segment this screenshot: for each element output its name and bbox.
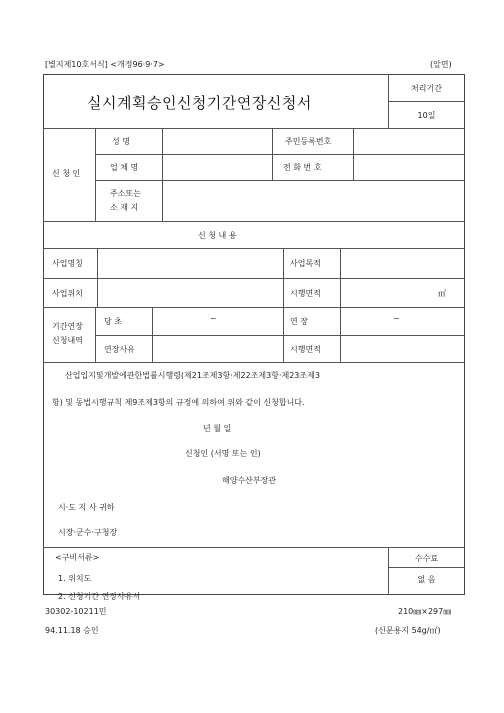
processing-period-value: 10일: [417, 111, 436, 120]
divider: [388, 567, 465, 568]
business-purpose-label: 사업목적: [290, 259, 321, 268]
authority-name: 해양수산부장관: [222, 476, 277, 485]
paper-type: (신문용지 54g/㎡): [375, 626, 441, 635]
applicant-section-label: 신 청 인: [52, 169, 81, 178]
paper-size: 210㎜×297㎜: [398, 607, 452, 616]
business-name-field[interactable]: [98, 249, 282, 277]
extension-label-line1: 기간연장: [52, 322, 83, 331]
page-side-label: (앞면): [430, 60, 452, 69]
extension-area-field[interactable]: [341, 336, 464, 361]
statement-line1: 산업입지및개발에관한법률시행령(제21조제3항·제22조제3항·제23조제3: [65, 371, 320, 380]
business-location-field[interactable]: [98, 279, 282, 306]
divider: [95, 128, 96, 221]
phone-label: 전 화 번 호: [283, 163, 322, 172]
form-reference: [별지제10호서식] <개정96·9·7>: [45, 60, 165, 69]
name-field[interactable]: [163, 129, 271, 153]
address-label-line2: 소 재 지: [110, 203, 139, 212]
extension-period-value[interactable]: ~: [393, 314, 400, 323]
registration-number-label: 주민등록번호: [285, 137, 332, 146]
documents-header: <구비서류>: [55, 553, 100, 562]
initial-period-value[interactable]: ~: [210, 314, 217, 323]
recipient-line2: 시장·군수·구청장: [58, 528, 118, 537]
address-field[interactable]: [163, 181, 464, 220]
statement-line2: 항) 및 동법시행규칙 제9조제3항의 규정에 의하여 위와 같이 신청합니다.: [52, 398, 305, 407]
divider: [95, 307, 96, 362]
phone-field[interactable]: [354, 155, 464, 179]
application-date: 년 월 일: [203, 424, 232, 433]
area-label: 시행면적: [290, 289, 321, 298]
divider: [43, 221, 465, 222]
extension-reason-label: 연장사유: [104, 345, 135, 354]
document-item-1: 1. 위치도: [58, 574, 92, 583]
form-code: 30302-10211민: [45, 607, 107, 616]
divider: [43, 307, 465, 308]
extension-period-label: 연 장: [290, 317, 308, 326]
initial-period-label: 당 초: [104, 317, 122, 326]
divider: [388, 101, 465, 102]
fee-label: 수수료: [414, 554, 439, 563]
applicant-signature: 신청인 (서명 또는 인): [185, 449, 261, 458]
processing-period-label: 처리기간: [411, 84, 442, 93]
approval-date: 94.11.18 승인: [45, 626, 99, 635]
address-label-line1: 주소또는: [110, 189, 141, 198]
extension-reason-field[interactable]: [153, 336, 282, 361]
divider: [272, 128, 273, 180]
form-title: 실시계획승인신청기간연장신청서: [87, 94, 312, 112]
document-item-2: 2. 신청기간 연장사유서: [58, 592, 141, 601]
content-header: 신 청 내 용: [198, 231, 237, 240]
area-unit: ㎡: [438, 289, 446, 298]
business-name-label: 사업명칭: [52, 259, 83, 268]
divider: [43, 547, 465, 548]
divider: [283, 248, 284, 362]
recipient-line1: 시·도 지 사 귀하: [58, 503, 115, 512]
divider: [43, 362, 465, 363]
business-purpose-field[interactable]: [341, 249, 464, 277]
name-label: 성 명: [112, 137, 130, 146]
registration-number-field[interactable]: [354, 129, 464, 153]
company-name-label: 업 체 명: [110, 163, 139, 172]
fee-value: 없 음: [417, 575, 436, 584]
business-location-label: 사업위치: [52, 289, 83, 298]
extension-label-line2: 신청내역: [52, 336, 83, 345]
extension-area-label: 시행면적: [290, 345, 321, 354]
company-name-field[interactable]: [163, 155, 271, 179]
